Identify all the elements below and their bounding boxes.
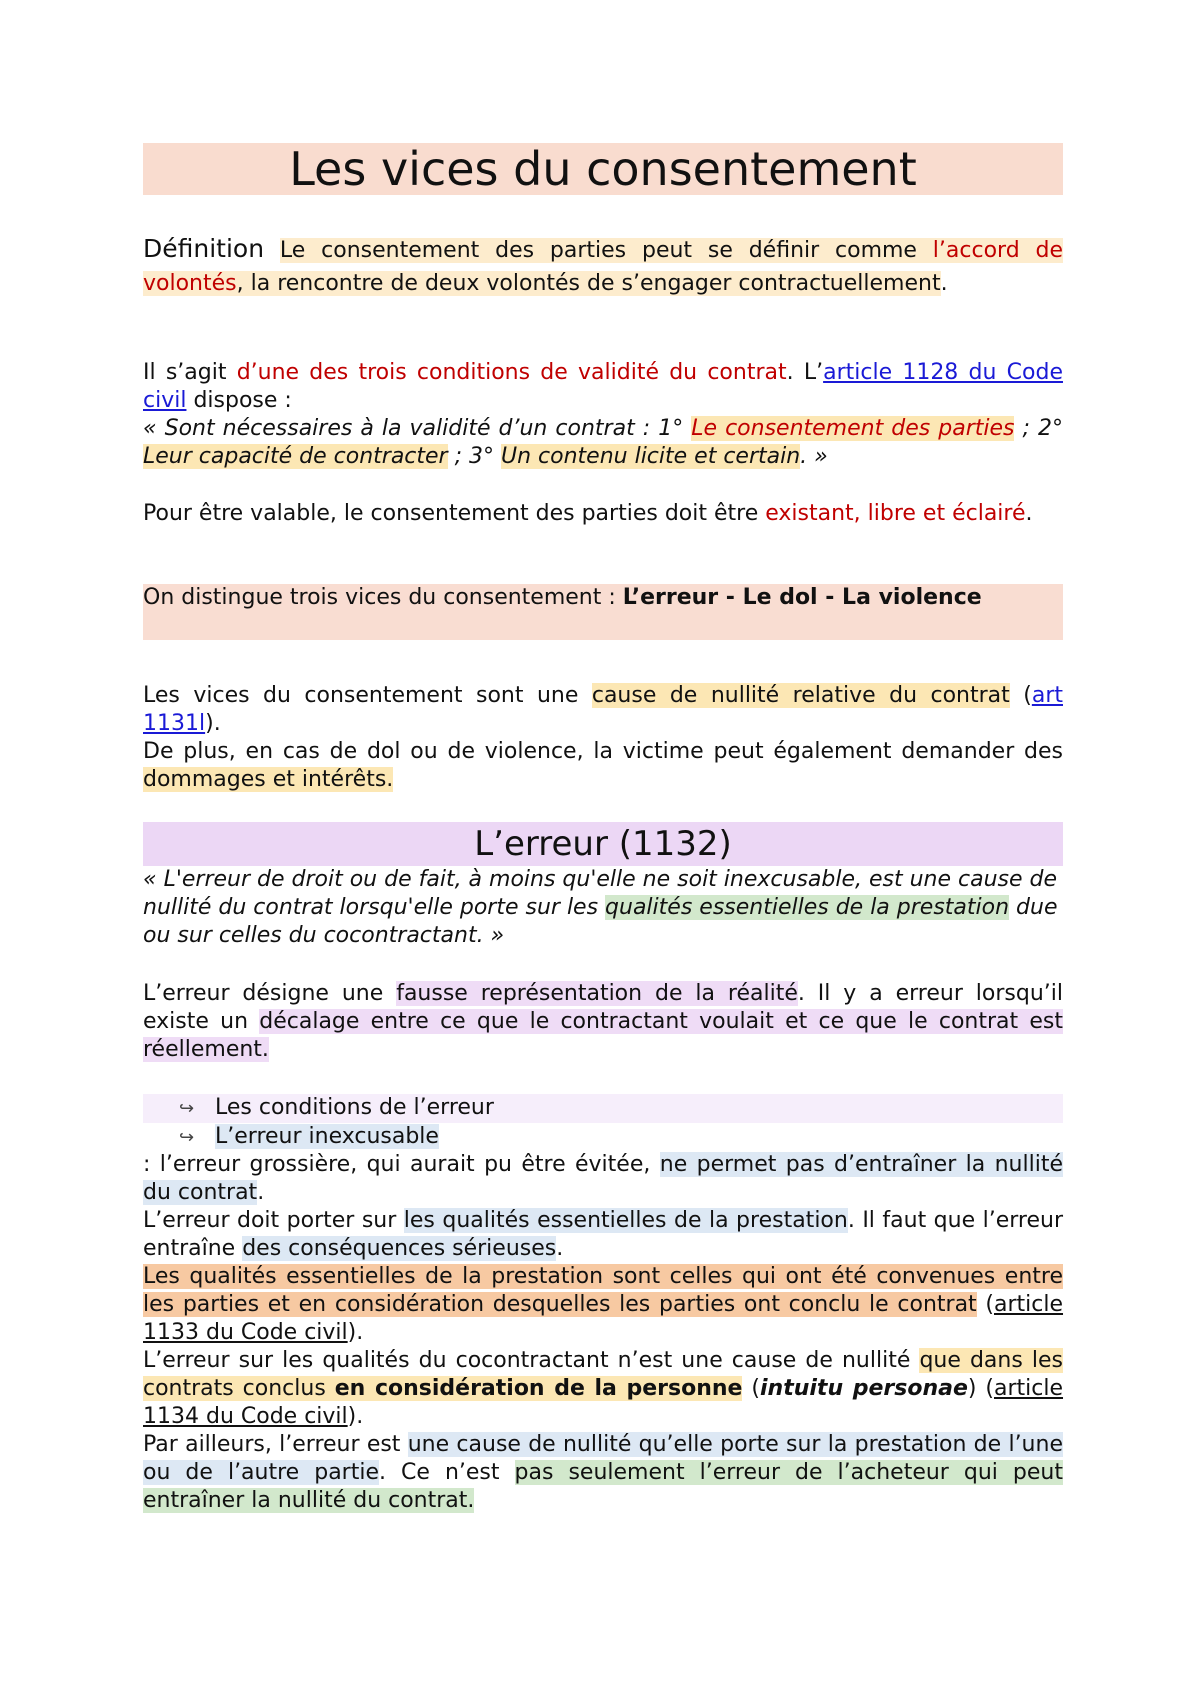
article-1132-quote: « L'erreur de droit ou de fait, à moins qu'elle ne soit inexcusable, est une cause de nullité du contrat lorsqu'elle porte sur les qualités essentielles de la prestation due ou sur celles du cocontractant. » [143,867,1058,948]
erreur-sublist [143,1094,1063,1152]
article-1131-link[interactable]: art 1131l [143,683,1063,736]
page-title: Les vices du consentement [143,143,1063,195]
section-heading-erreur: L’erreur (1132) [143,822,1063,866]
erreur-details: : l’erreur grossière, qui aurait pu être évitée, ne permet pas d’entraîner la nullité du contrat. L’erreur doit porter sur les qualités essentielles de la prestation. Il faut que l’erreur entraîne des conséquences sérieuses. Les qualités essentielles de la prestation sont celles qui ont été convenues entre les parties et en considération desquelles les parties ont conclu le contrat (article 1133 du Code civil). L’erreur sur les qualités du cocontractant n’est une cause de nullité que dans les contrats conclus en considération de la personne (intuitu personae) (article 1134 du Code civil). Par ailleurs, l’erreur est une cause de nullité qu’elle porte sur la prestation de l’une ou de l’autre partie. Ce n’est pas seulement l’erreur de l’acheteur qui peut entraîner la nullité du contrat. [143,1152,1064,1513]
article-1128-link[interactable]: article 1128 du Code civil [143,360,1063,413]
list-item: ↪ L’erreur inexcusable [143,1123,1063,1152]
article-1128-quote: « Sont nécessaires à la validité d’un contrat : 1° Le consentement des parties ; 2° Leur capacité de contracter ; 3° Un contenu licite et certain. » [143,416,1063,469]
erreur-definition: L’erreur désigne une fausse représentation de la réalité. Il y a erreur lorsqu’il existe un décalage entre ce que le contractant voulait et ce que le contrat est réellement. [143,981,1063,1062]
arrow-icon: ↪ [179,1098,195,1119]
article-1134-link[interactable]: article 1134 du Code civil [143,1376,1064,1429]
definition-label: Définition [143,234,265,263]
definition-text: Le consentement des parties peut se définir comme l’accord de volontés, la rencontre de deux volontés de s’engager contractuellement [143,238,1063,296]
nullity-paragraph: Les vices du consentement sont une cause de nullité relative du contrat (art 1131l). De plus, en cas de dol ou de violence, la victime peut également demander des dommages et intérêts. [143,683,1063,792]
arrow-icon: ↪ [179,1127,195,1148]
three-vices-list: L’erreur - Le dol - La violence [622,585,982,610]
definition-highlight: l’accord de volontés [143,238,1063,296]
three-vices-box: On distingue trois vices du consentement : L’erreur - Le dol - La violence [143,584,1063,640]
definition-paragraph: Définition Le consentement des parties peut se définir comme l’accord de volontés, la rencontre de deux volontés de s’engager contractuellement. [143,234,1063,296]
conditions-paragraph: Il s’agit d’une des trois conditions de validité du contrat. L’article 1128 du Code civil dispose : « Sont nécessaires à la validité d’un contrat : 1° Le consentement des parties ; 2° Leur capacité de contracter ; 3° Un contenu licite et certain. » [143,360,1063,469]
article-1133-link[interactable]: article 1133 du Code civil [143,1292,1064,1345]
list-item: ↪ Les conditions de l’erreur [143,1094,1063,1123]
validity-paragraph: Pour être valable, le consentement des parties doit être existant, libre et éclairé. [143,501,1033,526]
